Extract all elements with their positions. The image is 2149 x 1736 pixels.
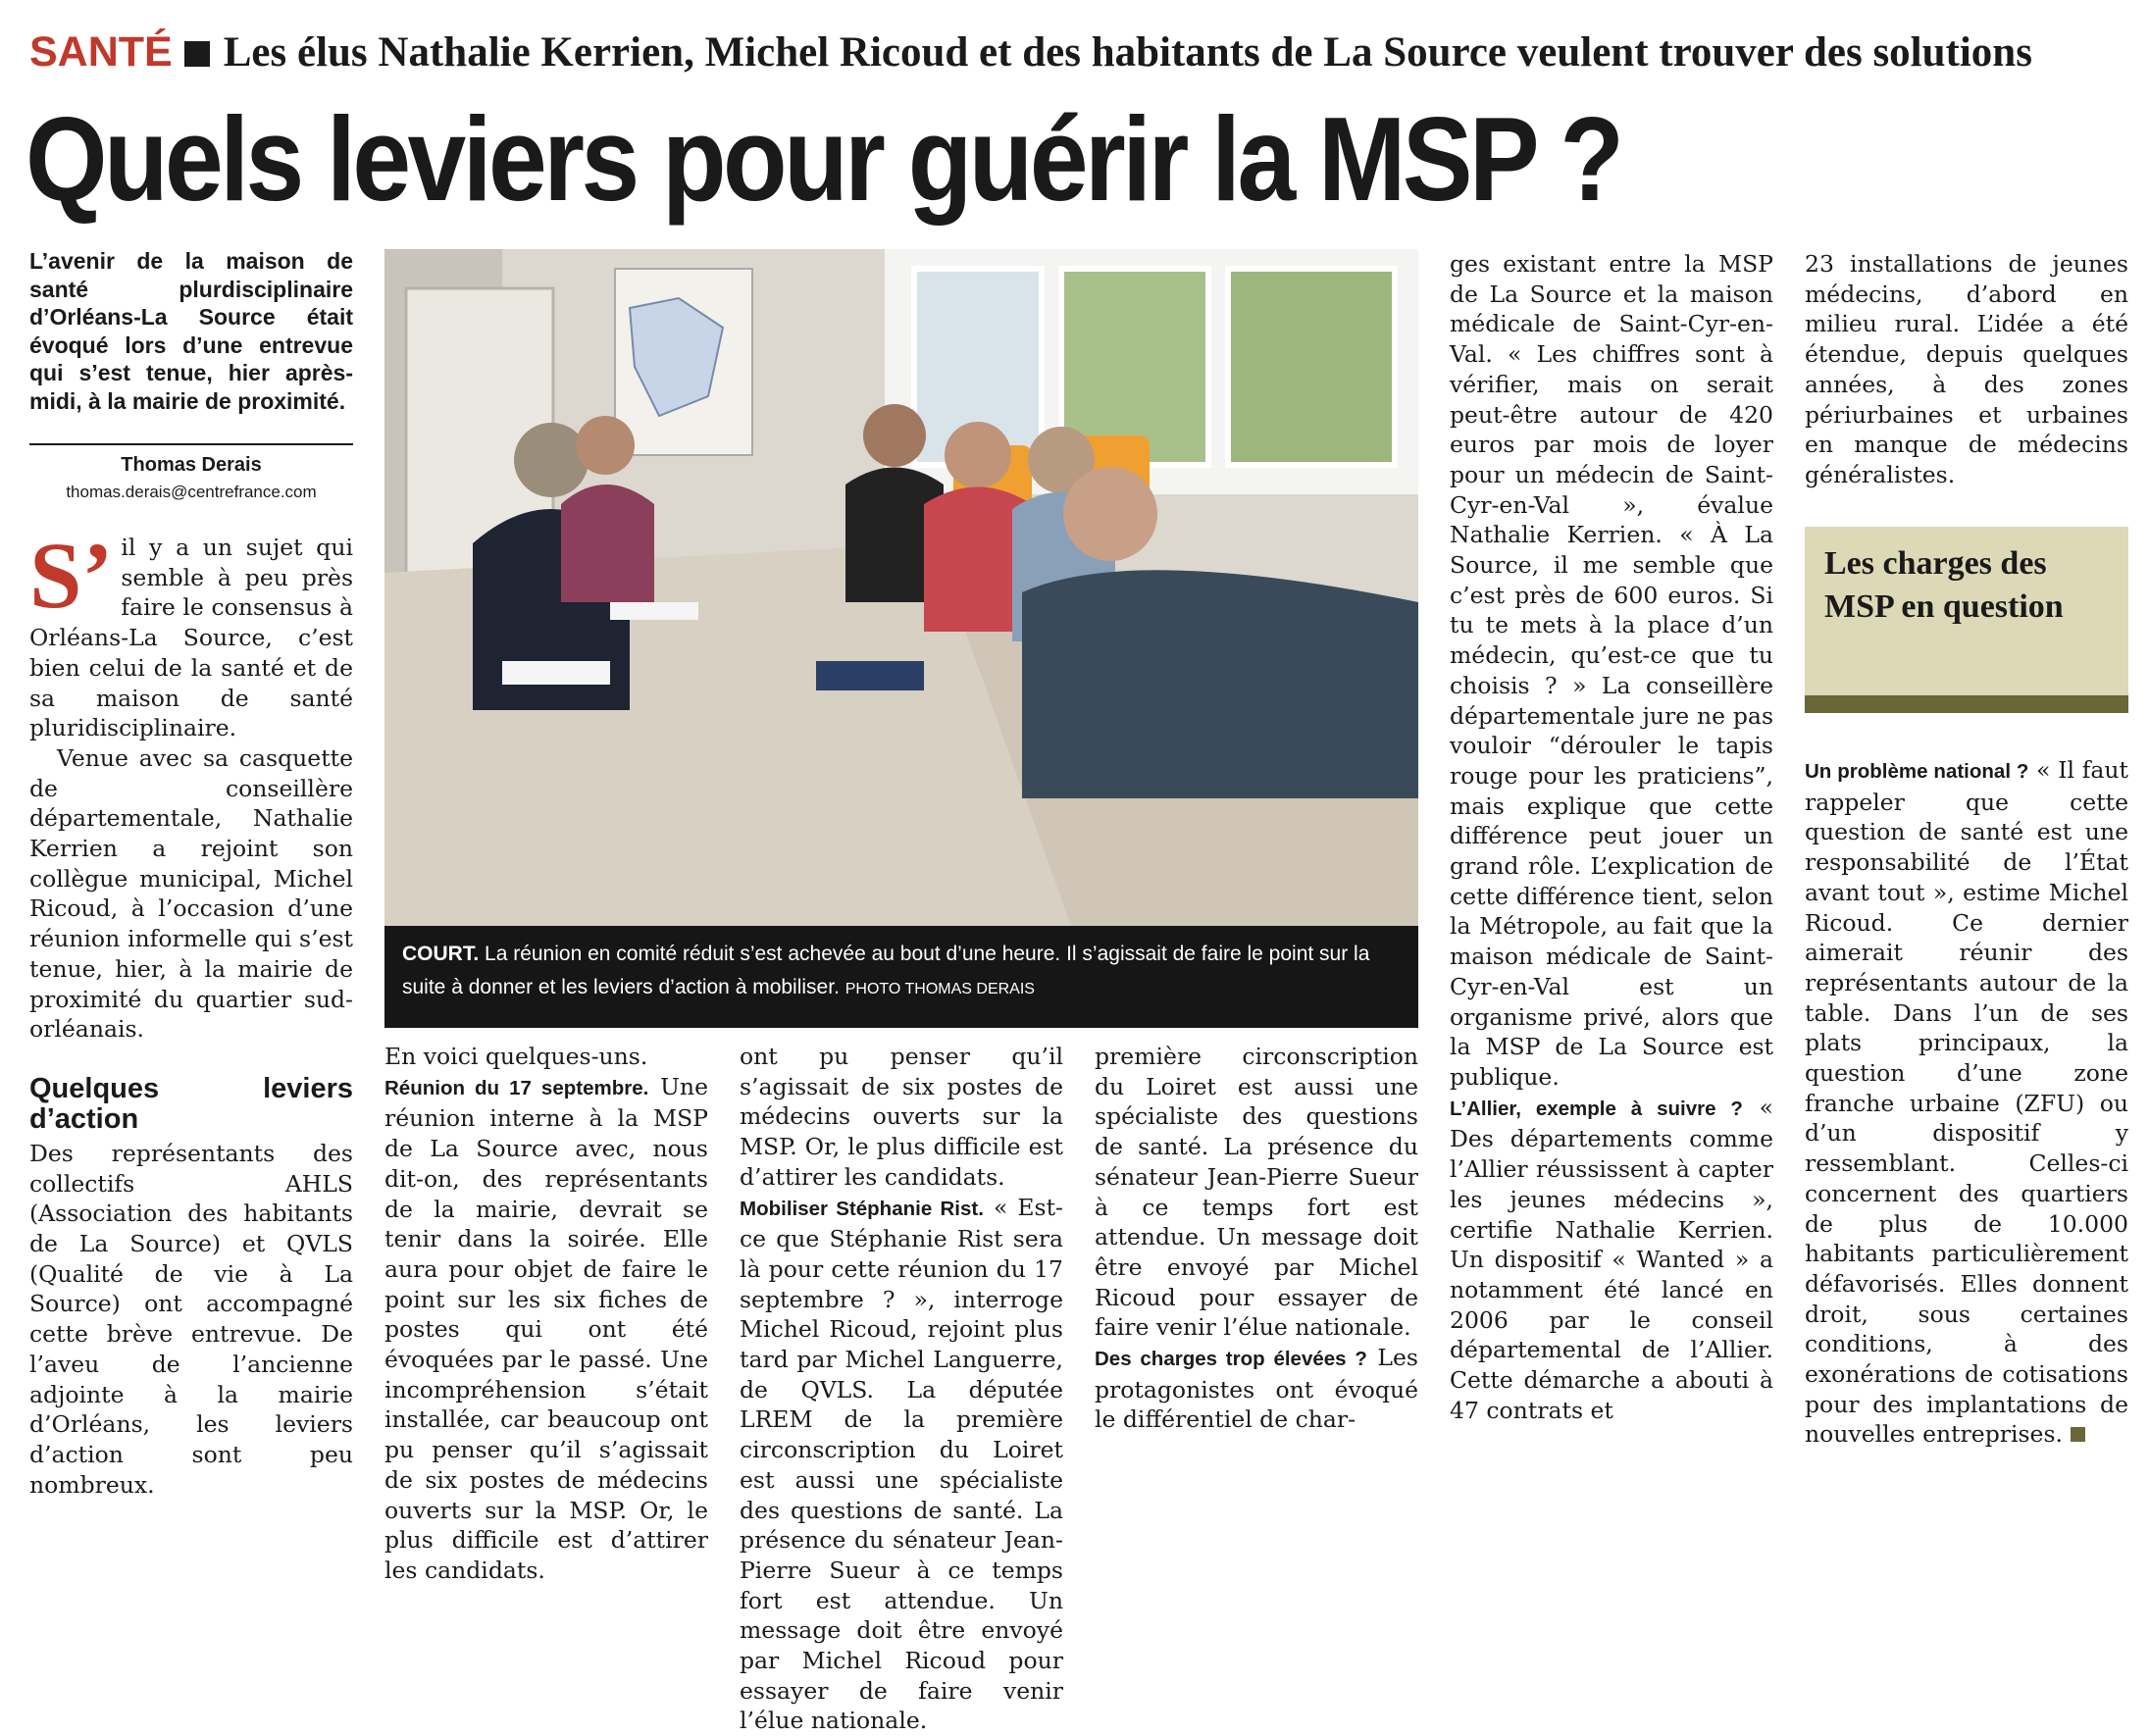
byline-divider — [29, 443, 353, 445]
caption-text: La réunion en comité réduit s’est achevée au bout d’une heure. Il s’agissait de faire le point sur la suite à donner et les leviers d’action à mobiliser. — [402, 943, 1370, 998]
body-paragraph-7-start: Des charges trop élevées ? Les protagonistes ont évoqué le différentiel de char- — [1095, 1344, 1418, 1434]
body-paragraph-9 — [1805, 755, 2128, 1450]
subhead-rist: Mobiliser Stéphanie Rist. — [740, 1197, 984, 1220]
byline-email[interactable]: thomas.derais@centrefrance.com — [66, 483, 317, 501]
body-paragraph-1 — [29, 523, 353, 743]
paragraph-text: il y a un sujet qui semble à peu près faire le consensus à Orléans-La Source, c’est bien celui de la santé et de sa maison de santé pluridisciplinaire. — [29, 534, 353, 742]
paragraph-text: « Il faut rappeler que cette question de santé est une responsabilité de l’État avant tout », estime Michel Ricoud. Ce dernier aimerait réunir des représentants autour de la table. Dans l’un de ses plats principaux, la question d’une zone franche urbaine (ZFU) ou d’un dispositif y ressemblant. Celles-ci concernent des quartiers de plus de 10.000 habitants particulièrement défavorisés. Elles donnent droit, sous certaines conditions, à des exonérations de cotisations pour des implantations de nouvelles entreprises. — [1805, 756, 2128, 1449]
subhead-national: Un problème national ? — [1805, 760, 2029, 783]
subhead-allier: L’Allier, exemple à suivre ? — [1450, 1097, 1743, 1120]
sidebar-box — [1805, 527, 2128, 713]
article-column-5 — [1450, 249, 1773, 1425]
caption-label: COURT. — [402, 943, 480, 965]
sidebar-body — [1805, 755, 2128, 1450]
sidebar-box-title: Les charges des MSP en question — [1824, 545, 2064, 625]
article-column-3-text — [740, 1042, 1063, 1736]
paragraph-text: Une réunion interne à la MSP de La Source avec, nous dit-on, des représentants de la mairie, devrait se tenir dans la soirée. Elle aura pour objet de faire le point sur les six fiches de postes qui ont été évoquées par le passé. Une incompréhension s’était installée, car beaucoup ont pu penser qu’il s’agissait de six postes de médecins ouverts sur la MSP. Or, le plus difficile est d’attirer les candidats. — [384, 1072, 708, 1584]
article-column-1 — [29, 523, 353, 1500]
end-mark-icon — [2071, 1427, 2085, 1442]
lead-paragraph: L’avenir de la maison de santé plurdisciplinaire d’Orléans-La Source était évoqué lors d’une entrevue qui s’est tenue, hier après-midi, à la mairie de proximité. — [29, 248, 353, 414]
byline-author: Thomas Derais — [121, 454, 262, 476]
sidebar-box-bar — [1805, 695, 2128, 713]
drop-cap: S’ — [29, 523, 114, 628]
photo-caption — [384, 926, 1418, 1028]
body-paragraph-4: En voici quelques-uns. — [384, 1043, 648, 1070]
article-column-2 — [384, 1042, 708, 1586]
headline: Quels leviers pour guérir la MSP ? — [26, 92, 1621, 226]
body-paragraph-2: Venue avec sa casquette de conseillère départementale, Nathalie Kerrien a rejoint son collègue municipal, Michel Ricoud, à l’occasion d’une réunion informelle qui s’est tenue, hier, à la mairie de proximité du quartier sud-orléanais. — [29, 743, 353, 1044]
subhead-leviers: Quelques leviers d’action — [29, 1072, 353, 1135]
article-column-4 — [1095, 1042, 1418, 1435]
section-label: SANTÉ — [29, 28, 173, 76]
photo-credit: PHOTO THOMAS DERAIS — [844, 981, 1035, 997]
column-3-intro: ont pu penser qu’il s’agissait de six postes de médecins ouverts sur la MSP. Or, le plus difficile est d’attirer les candidats. — [740, 1043, 1063, 1191]
subhead-charges: Des charges trop élevées ? — [1095, 1348, 1367, 1371]
body-paragraph-3: Des représentants des collectifs AHLS (Association des habitants de La Source) et QVLS (Qualité de vie à La Source) ont accompagné cette brève entrevue. De l’aveu de l’ancienne adjointe à la mairie d’Orléans, les leviers d’action sont peu nombreux. — [29, 1139, 353, 1499]
body-paragraph-8: L’Allier, exemple à suivre ? « Des départements comme l’Allier réussissent à capter les jeunes médecins », certifie Nathalie Kerrien. Un dispositif « Wanted » a notamment été lancé en 2006 par le conseil départemental de l’Allier. Cette démarche a abouti à 47 contrats et — [1450, 1093, 1773, 1424]
article-column-6 — [1805, 249, 2128, 490]
subhead-reunion: Réunion du 17 septembre. — [384, 1076, 649, 1099]
body-paragraph-8-cont: 23 installations de jeunes médecins, d’abord en milieu rural. L’idée a été étendue, depuis quelques années, à des zones périurbaines et urbaines en manque de médecins généralistes. — [1805, 250, 2128, 488]
square-bullet-icon — [184, 41, 210, 67]
body-paragraph-6 — [740, 1193, 1063, 1736]
kicker — [29, 24, 2128, 80]
article-photo — [384, 249, 1418, 1028]
column-4-intro: première circonscription du Loiret est aussi une spécialiste des questions de santé. La présence du sénateur Jean-Pierre Sueur à ce temps fort est attendue. Un message doit être envoyé par Michel Ricoud pour essayer de faire venir l’élue nationale. — [1095, 1043, 1418, 1342]
body-paragraph-5 — [384, 1072, 708, 1586]
body-paragraph-7: ges existant entre la MSP de La Source et la maison médicale de Saint-Cyr-en-Val. « Les chiffres sont à vérifier, mais on serait peut-être autour de 420 euros par mois de loyer pour un médecin de Saint-Cyr-en-Val », évalue Nathalie Kerrien. « À La Source, il me semble que c’est près de 600 euros. Si tu te mets à la place d’un médecin, qu’est-ce que tu choisis ? » La conseillère départementale jure ne pas vouloir “dérouler le tapis rouge pour les praticiens”, mais explique que cette différence peut jouer un grand rôle. L’explication de cette différence tient, selon la Métropole, au fait que la maison médicale de Saint-Cyr-en-Val est un organisme privé, alors que la MSP de La Source est publique. — [1450, 250, 1773, 1091]
kicker-text: Les élus Nathalie Kerrien, Michel Ricoud et des habitants de La Source veulent trouver des solutions — [223, 29, 2032, 76]
paragraph-text: « Est-ce que Stéphanie Rist sera là pour cette réunion du 17 septembre ? », interroge Michel Ricoud, rejoint plus tard par Michel Languerre, de QVLS. La députée LREM de la première circonscription du Loiret est aussi une spécialiste des questions de santé. La présence du sénateur Jean-Pierre Sueur à ce temps fort est attendue. Un message doit être envoyé par Michel Ricoud pour essayer de faire venir l’élue nationale. — [740, 1193, 1063, 1735]
meeting-photo-illustration — [384, 249, 1418, 926]
